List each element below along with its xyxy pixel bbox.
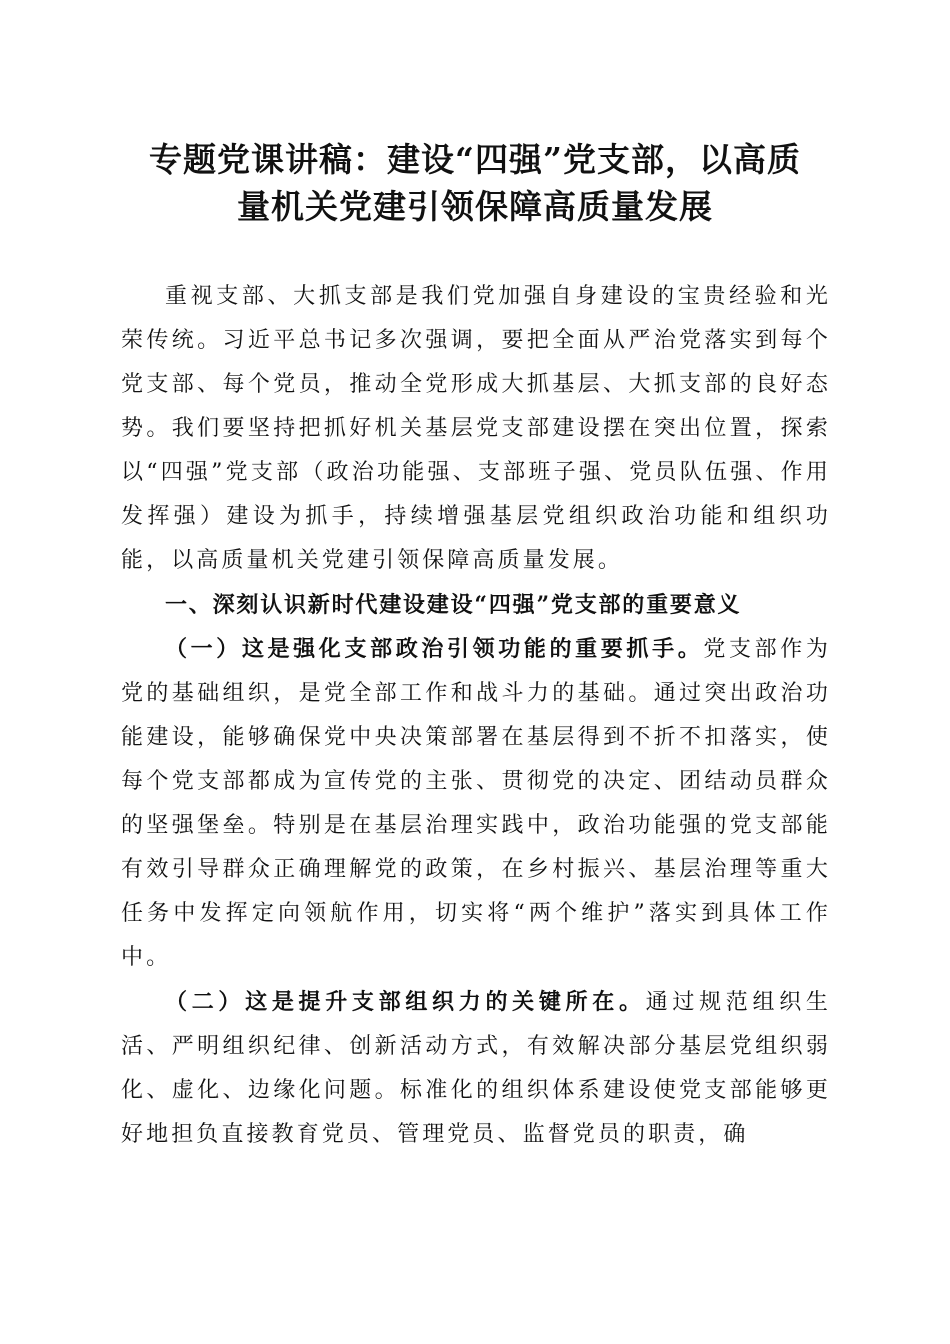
document-body bbox=[121, 275, 831, 1157]
title-line-2: 量机关党建引领保障高质量发展 bbox=[237, 187, 713, 226]
point-1-text: 党支部作为党的基础组织，是党全部工作和战斗力的基础。通过突出政治功能建设，能够确保党中央决策部署在基层得到不折不扣落实，使每个党支部都成为宣传党的主张、贯彻党的决定、团结动员群众的坚强堡垒。特别是在基层治理实践中，政治功能强的党支部能有效引导群众正确理解党的政策，在乡村振兴、基层治理等重大任务中发挥定向领航作用，切实将“两个维护”落实到具体工作中。 bbox=[121, 637, 831, 970]
point-2-paragraph bbox=[121, 980, 831, 1157]
document-title bbox=[110, 136, 840, 230]
point-2-heading: （二）这是提升支部组织力的关键所在。 bbox=[165, 989, 646, 1015]
intro-paragraph: 重视支部、大抓支部是我们党加强自身建设的宝贵经验和光荣传统。习近平总书记多次强调，要把全面从严治党落实到每个党支部、每个党员，推动全党形成大抓基层、大抓支部的良好态势。我们要坚持把抓好机关基层党支部建设摆在突出位置，探索以“四强”党支部（政治功能强、支部班子强、党员队伍强、作用发挥强）建设为抓手，持续增强基层党组织政治功能和组织功能，以高质量机关党建引领保障高质量发展。 bbox=[121, 284, 831, 573]
point-2-text: 通过规范组织生活、严明组织纪律、创新活动方式，有效解决部分基层党组织弱化、虚化、边缘化问题。标准化的组织体系建设使党支部能够更好地担负直接教育党员、管理党员、监督党员的职责，确 bbox=[121, 990, 831, 1147]
section-heading-1: 一、深刻认识新时代建设建设“四强”党支部的重要意义 bbox=[165, 592, 742, 618]
point-1-heading: （一）这是强化支部政治引领功能的重要抓手。 bbox=[165, 636, 704, 662]
point-1-paragraph bbox=[121, 627, 831, 980]
title-line-1: 专题党课讲稿：建设“四强”党支部，以高质 bbox=[149, 140, 801, 179]
